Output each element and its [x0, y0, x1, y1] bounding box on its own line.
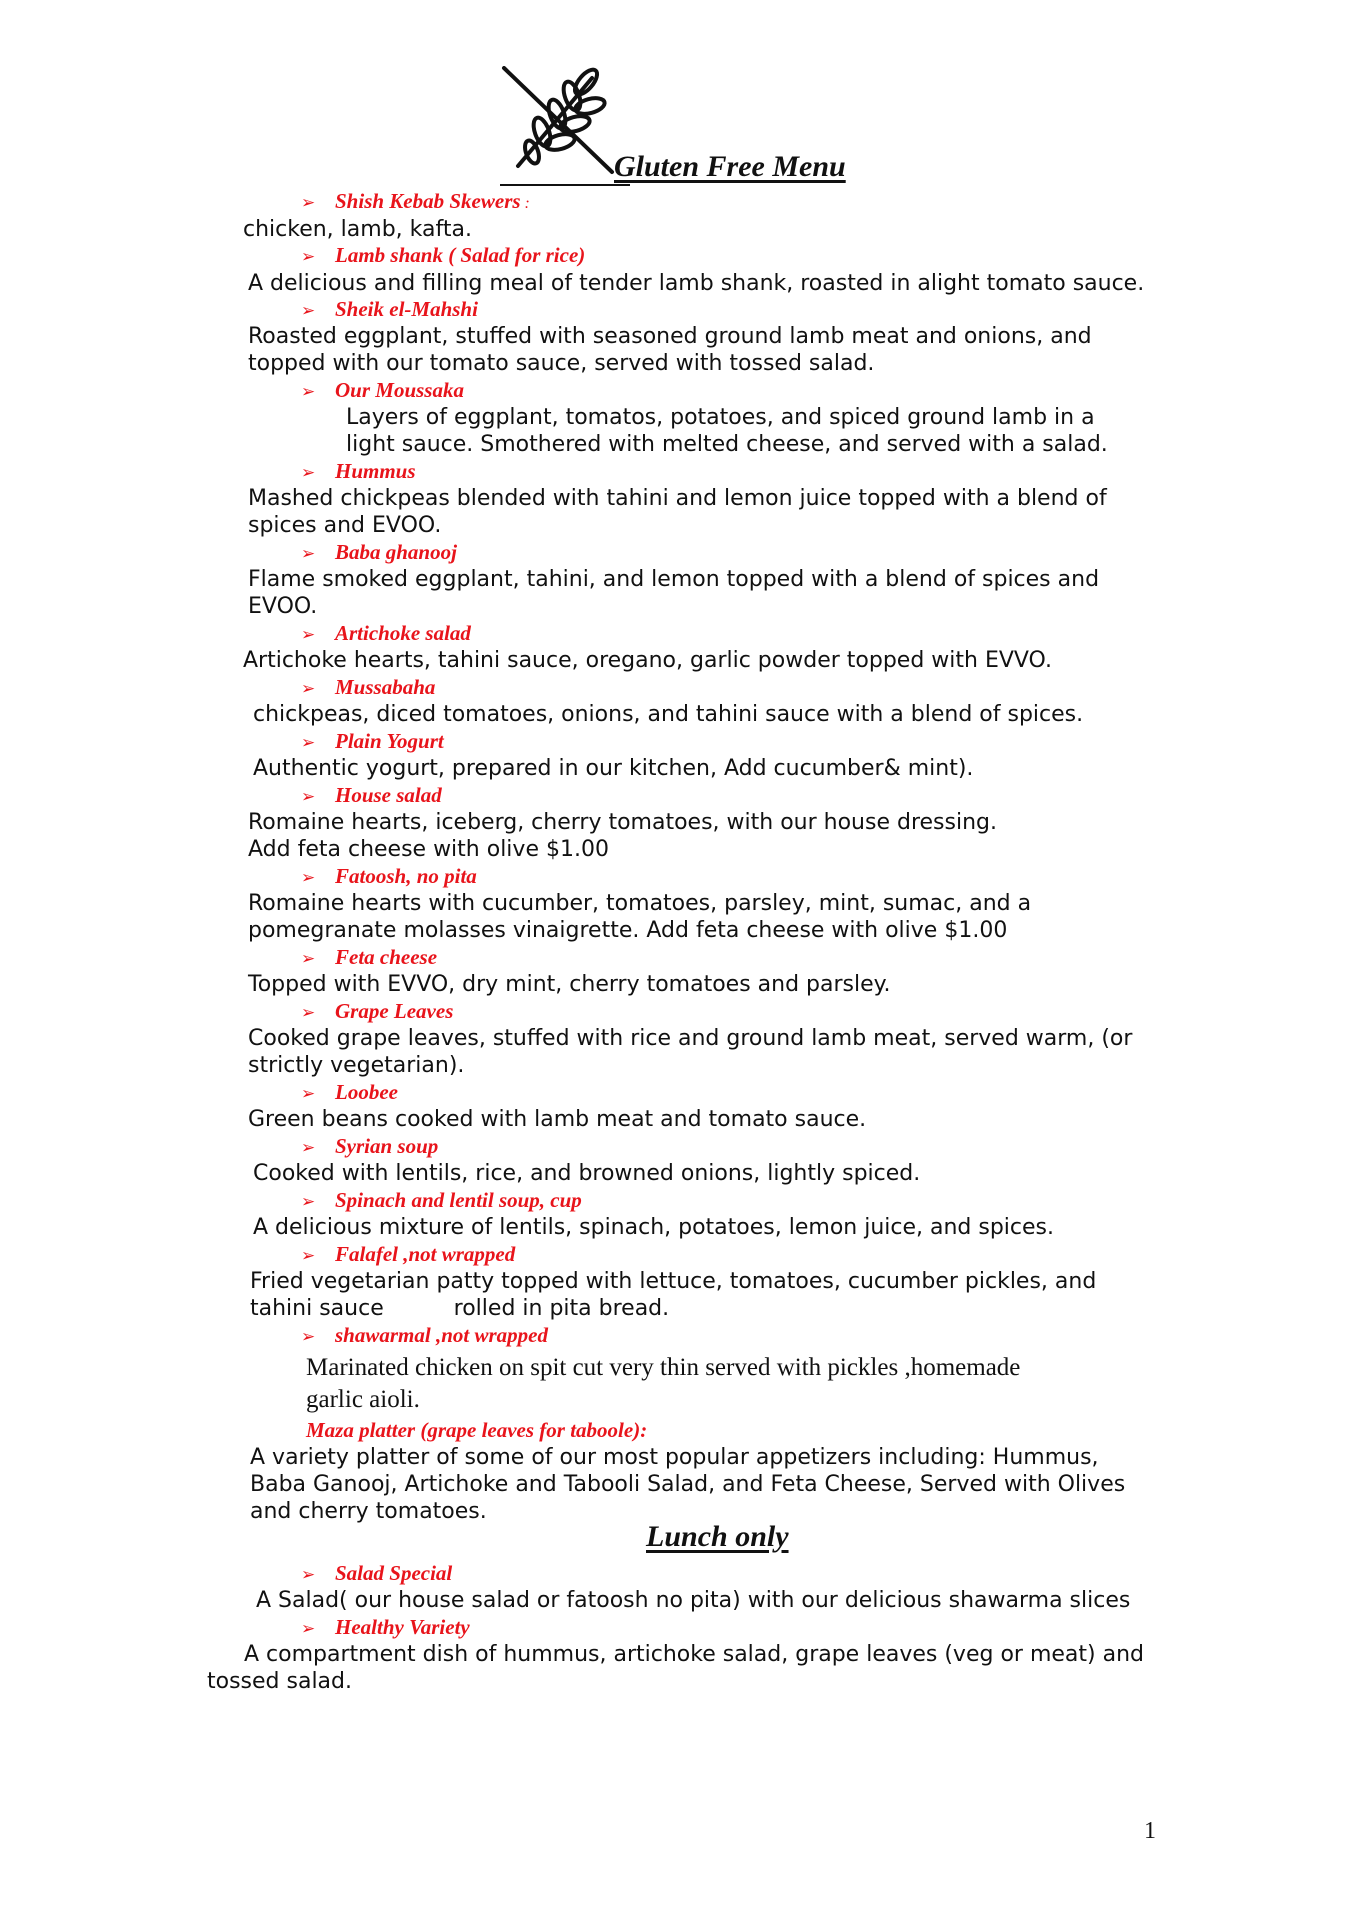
bullet-icon: ➢ — [301, 544, 316, 563]
menu-item-heading — [301, 1615, 470, 1641]
menu-item-heading — [306, 1418, 647, 1443]
item-description: chickpeas, diced tomatoes, onions, and tahini sauce with a blend of spices. — [253, 702, 1084, 727]
bullet-icon: ➢ — [301, 1138, 316, 1157]
item-name: Plain Yogurt — [335, 729, 444, 753]
bullet-icon: ➢ — [301, 193, 316, 212]
item-description: Authentic yogurt, prepared in our kitchen, Add cucumber& mint). — [253, 756, 974, 781]
bullet-icon: ➢ — [301, 787, 316, 806]
no-wheat-icon — [500, 66, 620, 176]
item-name: Shish Kebab Skewers — [335, 189, 521, 213]
menu-item-heading — [301, 675, 435, 701]
item-description: Marinated chicken on spit cut very thin served with pickles ,homemade garlic aioli. — [306, 1354, 1021, 1413]
bullet-icon: ➢ — [301, 1084, 316, 1103]
item-name: Feta cheese — [335, 945, 438, 969]
item-description: Flame smoked eggplant, tahini, and lemon topped with a blend of spices and EVOO. — [248, 567, 1100, 619]
menu-item-heading — [301, 540, 457, 566]
item-name: Loobee — [335, 1080, 398, 1104]
menu-item-heading — [301, 243, 585, 269]
item-name: Grape Leaves — [335, 999, 454, 1023]
bullet-icon: ➢ — [301, 301, 316, 320]
page-number: 1 — [1144, 1818, 1156, 1844]
item-name: shawarmal ,not wrapped — [335, 1323, 548, 1347]
item-name: Spinach and lentil soup, cup — [335, 1188, 582, 1212]
item-description: chicken, lamb, kafta. — [243, 217, 472, 242]
item-description: A compartment dish of hummus, artichoke salad, grape leaves (veg or meat) and tossed salad. — [207, 1642, 1144, 1694]
menu-item-heading — [301, 459, 416, 485]
item-name: Falafel ,not wrapped — [335, 1242, 516, 1266]
item-description: A Salad( our house salad or fatoosh no pita) with our delicious shawarma slices — [256, 1588, 1131, 1613]
menu-item-heading — [301, 1080, 398, 1106]
menu-item-heading — [301, 783, 442, 809]
item-description: A delicious mixture of lentils, spinach, potatoes, lemon juice, and spices. — [253, 1215, 1055, 1240]
bullet-icon: ➢ — [301, 733, 316, 752]
item-description: A variety platter of some of our most popular appetizers including: Hummus, Baba Ganooj, Artichoke and Tabooli Salad, and Feta Cheese, Served with Olives and cherry tomatoes. — [250, 1445, 1126, 1524]
item-description: Artichoke hearts, tahini sauce, oregano, garlic powder topped with EVVO. — [243, 648, 1052, 673]
item-name: Lamb shank ( Salad for rice) — [335, 243, 586, 267]
item-description: Cooked grape leaves, stuffed with rice and ground lamb meat, served warm, (or strictly vegetarian). — [248, 1026, 1133, 1078]
bullet-icon: ➢ — [301, 1619, 316, 1638]
section-title: Lunch only — [646, 1520, 789, 1553]
menu-item-heading — [301, 378, 464, 404]
menu-item-heading — [301, 999, 453, 1025]
bullet-icon: ➢ — [301, 382, 316, 401]
bullet-icon: ➢ — [301, 247, 316, 266]
menu-item-heading — [301, 945, 437, 971]
item-description: Cooked with lentils, rice, and browned onions, lightly spiced. — [253, 1161, 921, 1186]
menu-item-heading — [301, 297, 478, 323]
item-name: Mussabaha — [335, 675, 436, 699]
item-name: Syrian soup — [335, 1134, 439, 1158]
menu-item-heading — [301, 1323, 548, 1349]
item-name: Artichoke salad — [335, 621, 471, 645]
bullet-icon: ➢ — [301, 1192, 316, 1211]
bullet-icon: ➢ — [301, 1327, 316, 1346]
title-underline — [500, 184, 630, 186]
menu-item-heading — [301, 1242, 515, 1268]
menu-item-heading — [301, 189, 530, 216]
item-name: House salad — [335, 783, 442, 807]
item-description: Mashed chickpeas blended with tahini and lemon juice topped with a blend of spices and EVOO. — [248, 486, 1107, 538]
item-name: Salad Special — [335, 1561, 453, 1585]
item-description: Layers of eggplant, tomatos, potatoes, and spiced ground lamb in a light sauce. Smothered with melted cheese, and served with a salad. — [346, 405, 1108, 457]
item-description: Romaine hearts with cucumber, tomatoes, parsley, mint, sumac, and a pomegranate molasses vinaigrette. Add feta cheese with olive $1.00 — [248, 891, 1032, 943]
menu-item-heading — [301, 864, 477, 890]
item-description: Green beans cooked with lamb meat and tomato sauce. — [248, 1107, 867, 1132]
item-name: Hummus — [335, 459, 416, 483]
item-description: Romaine hearts, iceberg, cherry tomatoes, with our house dressing. Add feta cheese with olive $1.00 — [248, 810, 997, 862]
menu-item-heading — [301, 1561, 452, 1587]
item-name: Baba ghanooj — [335, 540, 457, 564]
bullet-icon: ➢ — [301, 1565, 316, 1584]
menu-item-heading — [301, 729, 444, 755]
menu-item-heading — [301, 1188, 582, 1214]
item-name: Our Moussaka — [335, 378, 464, 402]
item-name: Fatoosh, no pita — [335, 864, 477, 888]
bullet-icon: ➢ — [301, 1003, 316, 1022]
item-name: Maza platter (grape leaves for taboole): — [306, 1418, 648, 1442]
item-description: Fried vegetarian patty topped with lettuce, tomatoes, cucumber pickles, and tahini sauce rolled in pita bread. — [250, 1269, 1097, 1321]
menu-item-heading — [301, 621, 471, 647]
item-name: Healthy Variety — [335, 1615, 470, 1639]
bullet-icon: ➢ — [301, 949, 316, 968]
page-title: Gluten Free Menu — [614, 150, 846, 183]
bullet-icon: ➢ — [301, 679, 316, 698]
item-description: Topped with EVVO, dry mint, cherry tomatoes and parsley. — [248, 972, 891, 997]
item-description: A delicious and filling meal of tender lamb shank, roasted in alight tomato sauce. — [248, 271, 1145, 296]
item-suffix: : — [520, 195, 530, 212]
bullet-icon: ➢ — [301, 1246, 316, 1265]
bullet-icon: ➢ — [301, 463, 316, 482]
item-description: Roasted eggplant, stuffed with seasoned ground lamb meat and onions, and topped with our tomato sauce, served with tossed salad. — [248, 324, 1092, 376]
bullet-icon: ➢ — [301, 868, 316, 887]
bullet-icon: ➢ — [301, 625, 316, 644]
menu-item-heading — [301, 1134, 438, 1160]
item-name: Sheik el-Mahshi — [335, 297, 478, 321]
